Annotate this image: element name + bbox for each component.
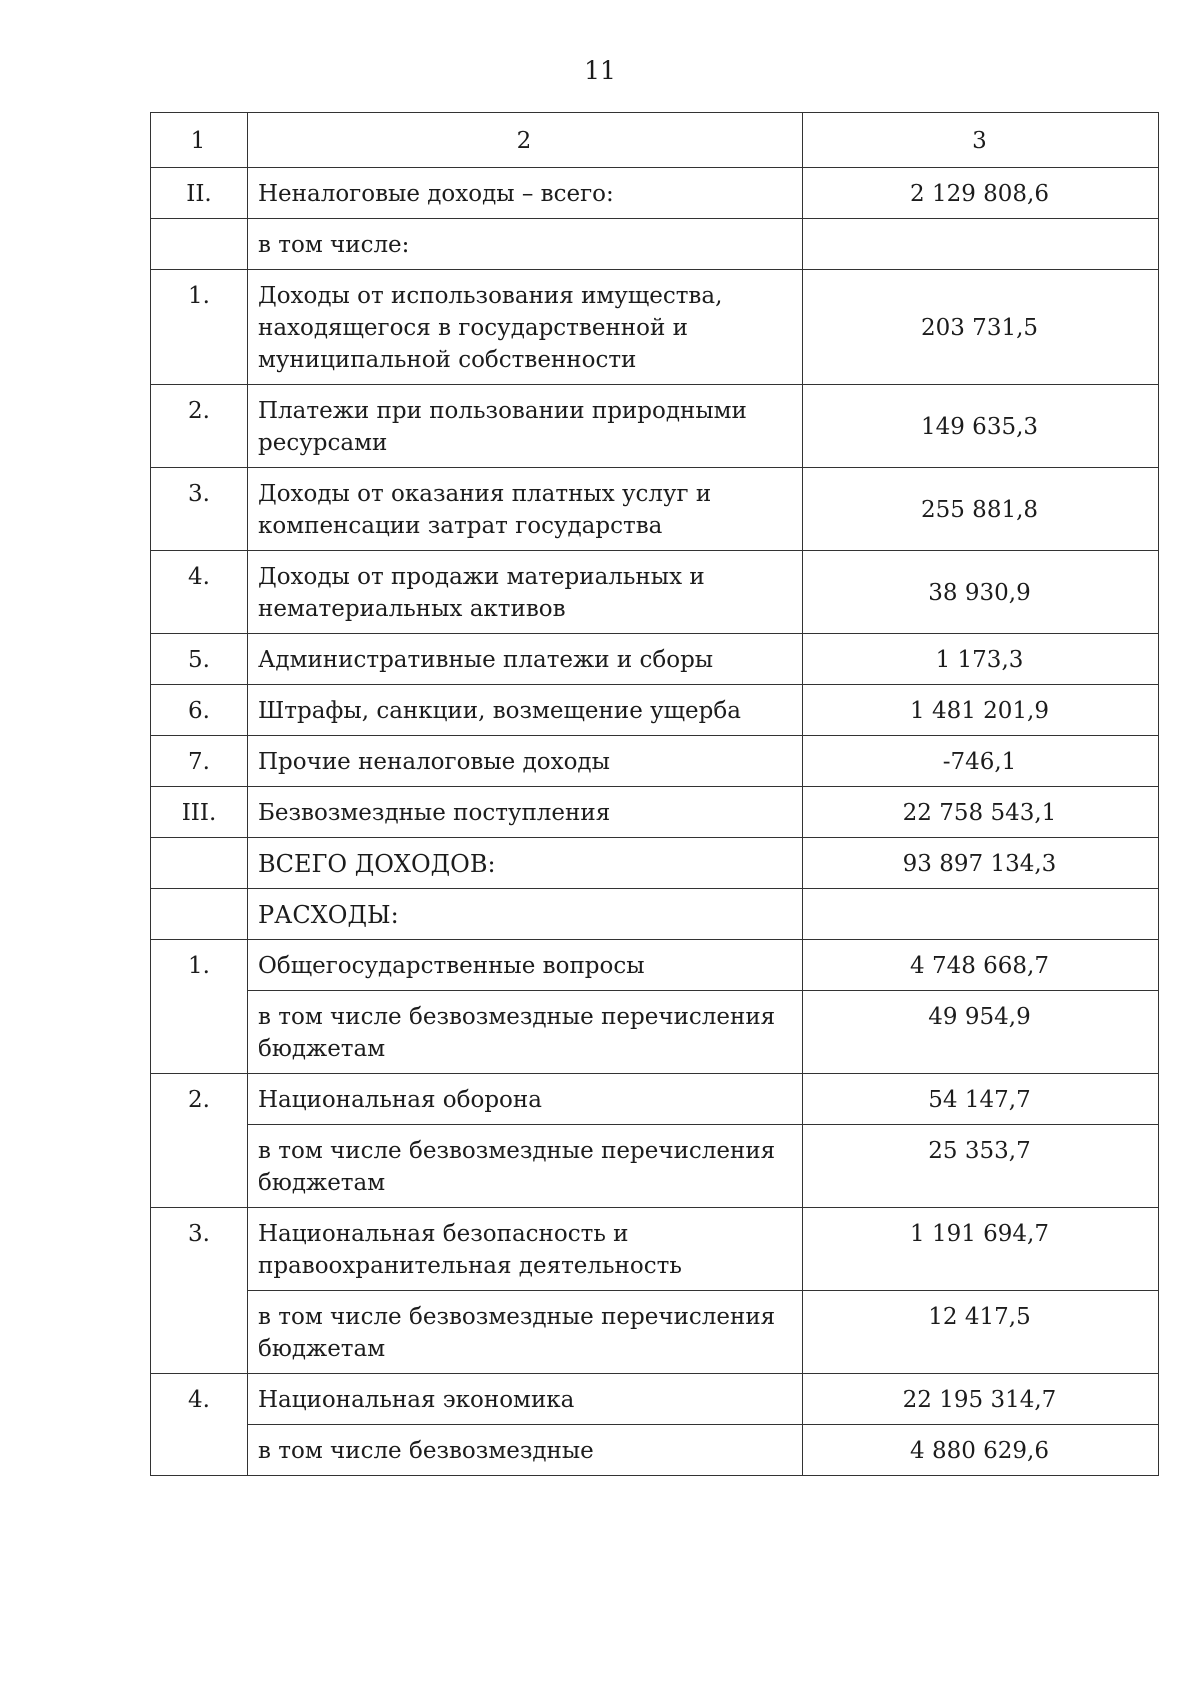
table-row bbox=[151, 736, 1159, 787]
row-value bbox=[803, 219, 1159, 270]
expense-number: 3. bbox=[151, 1208, 248, 1374]
row-number: III. bbox=[151, 787, 248, 838]
expense-value: 4 748 668,7 bbox=[803, 940, 1159, 991]
expense-name: Национальная безопасность и правоохранительная деятельность bbox=[248, 1208, 803, 1291]
expense-subrow bbox=[151, 1291, 1159, 1374]
expense-name: Национальная экономика bbox=[248, 1374, 803, 1425]
row-value: 149 635,3 bbox=[803, 385, 1159, 468]
expense-subrow bbox=[151, 1425, 1159, 1476]
expense-sub-value: 25 353,7 bbox=[803, 1125, 1159, 1208]
row-number bbox=[151, 838, 248, 889]
row-name: Безвозмездные поступления bbox=[248, 787, 803, 838]
expense-value: 22 195 314,7 bbox=[803, 1374, 1159, 1425]
expense-number: 4. bbox=[151, 1374, 248, 1476]
row-value: -746,1 bbox=[803, 736, 1159, 787]
table-row bbox=[151, 889, 1159, 940]
expense-sub-name: в том числе безвозмездные перечисления бюджетам bbox=[248, 1125, 803, 1208]
row-value: 22 758 543,1 bbox=[803, 787, 1159, 838]
row-value bbox=[803, 889, 1159, 940]
budget-table bbox=[150, 112, 1159, 1476]
expense-sub-value: 49 954,9 bbox=[803, 991, 1159, 1074]
table-row bbox=[151, 219, 1159, 270]
table-row bbox=[151, 787, 1159, 838]
row-name: Неналоговые доходы – всего: bbox=[248, 168, 803, 219]
expense-sub-name: в том числе безвозмездные перечисления бюджетам bbox=[248, 991, 803, 1074]
row-number: 4. bbox=[151, 551, 248, 634]
page-number: 11 bbox=[584, 56, 616, 85]
row-number: 6. bbox=[151, 685, 248, 736]
row-number: 3. bbox=[151, 468, 248, 551]
row-number bbox=[151, 889, 248, 940]
expense-value: 1 191 694,7 bbox=[803, 1208, 1159, 1291]
expense-subrow bbox=[151, 1125, 1159, 1208]
expense-sub-value: 12 417,5 bbox=[803, 1291, 1159, 1374]
header-col-2: 2 bbox=[248, 113, 803, 168]
row-name: Административные платежи и сборы bbox=[248, 634, 803, 685]
expense-row bbox=[151, 940, 1159, 991]
row-number: 5. bbox=[151, 634, 248, 685]
row-name: ВСЕГО ДОХОДОВ: bbox=[248, 838, 803, 889]
row-name: в том числе: bbox=[248, 219, 803, 270]
row-number bbox=[151, 219, 248, 270]
expense-name: Общегосударственные вопросы bbox=[248, 940, 803, 991]
row-name: Доходы от продажи материальных и нематериальных активов bbox=[248, 551, 803, 634]
expense-row bbox=[151, 1374, 1159, 1425]
expense-number: 2. bbox=[151, 1074, 248, 1208]
row-value: 255 881,8 bbox=[803, 468, 1159, 551]
table-row bbox=[151, 685, 1159, 736]
row-number: 7. bbox=[151, 736, 248, 787]
expense-name: Национальная оборона bbox=[248, 1074, 803, 1125]
row-value: 203 731,5 bbox=[803, 270, 1159, 385]
expense-value: 54 147,7 bbox=[803, 1074, 1159, 1125]
expense-row bbox=[151, 1208, 1159, 1291]
row-value: 1 173,3 bbox=[803, 634, 1159, 685]
table-row bbox=[151, 168, 1159, 219]
table-header-row bbox=[151, 113, 1159, 168]
row-number: II. bbox=[151, 168, 248, 219]
row-name: Прочие неналоговые доходы bbox=[248, 736, 803, 787]
expense-number: 1. bbox=[151, 940, 248, 1074]
table-row bbox=[151, 551, 1159, 634]
table-row bbox=[151, 634, 1159, 685]
row-name: Доходы от оказания платных услуг и компенсации затрат государства bbox=[248, 468, 803, 551]
expense-row bbox=[151, 1074, 1159, 1125]
header-col-1: 1 bbox=[151, 113, 248, 168]
expense-sub-value: 4 880 629,6 bbox=[803, 1425, 1159, 1476]
row-value: 1 481 201,9 bbox=[803, 685, 1159, 736]
row-name: Доходы от использования имущества, находящегося в государственной и муниципальной собственности bbox=[248, 270, 803, 385]
expense-subrow bbox=[151, 991, 1159, 1074]
row-number: 2. bbox=[151, 385, 248, 468]
row-name: Штрафы, санкции, возмещение ущерба bbox=[248, 685, 803, 736]
row-value: 2 129 808,6 bbox=[803, 168, 1159, 219]
row-value: 93 897 134,3 bbox=[803, 838, 1159, 889]
table-row bbox=[151, 838, 1159, 889]
table-row bbox=[151, 270, 1159, 385]
row-name: Платежи при пользовании природными ресурсами bbox=[248, 385, 803, 468]
expense-sub-name: в том числе безвозмездные перечисления бюджетам bbox=[248, 1291, 803, 1374]
table-row bbox=[151, 385, 1159, 468]
row-value: 38 930,9 bbox=[803, 551, 1159, 634]
header-col-3: 3 bbox=[803, 113, 1159, 168]
expense-sub-name: в том числе безвозмездные bbox=[248, 1425, 803, 1476]
row-number: 1. bbox=[151, 270, 248, 385]
row-name: РАСХОДЫ: bbox=[248, 889, 803, 940]
table-row bbox=[151, 468, 1159, 551]
